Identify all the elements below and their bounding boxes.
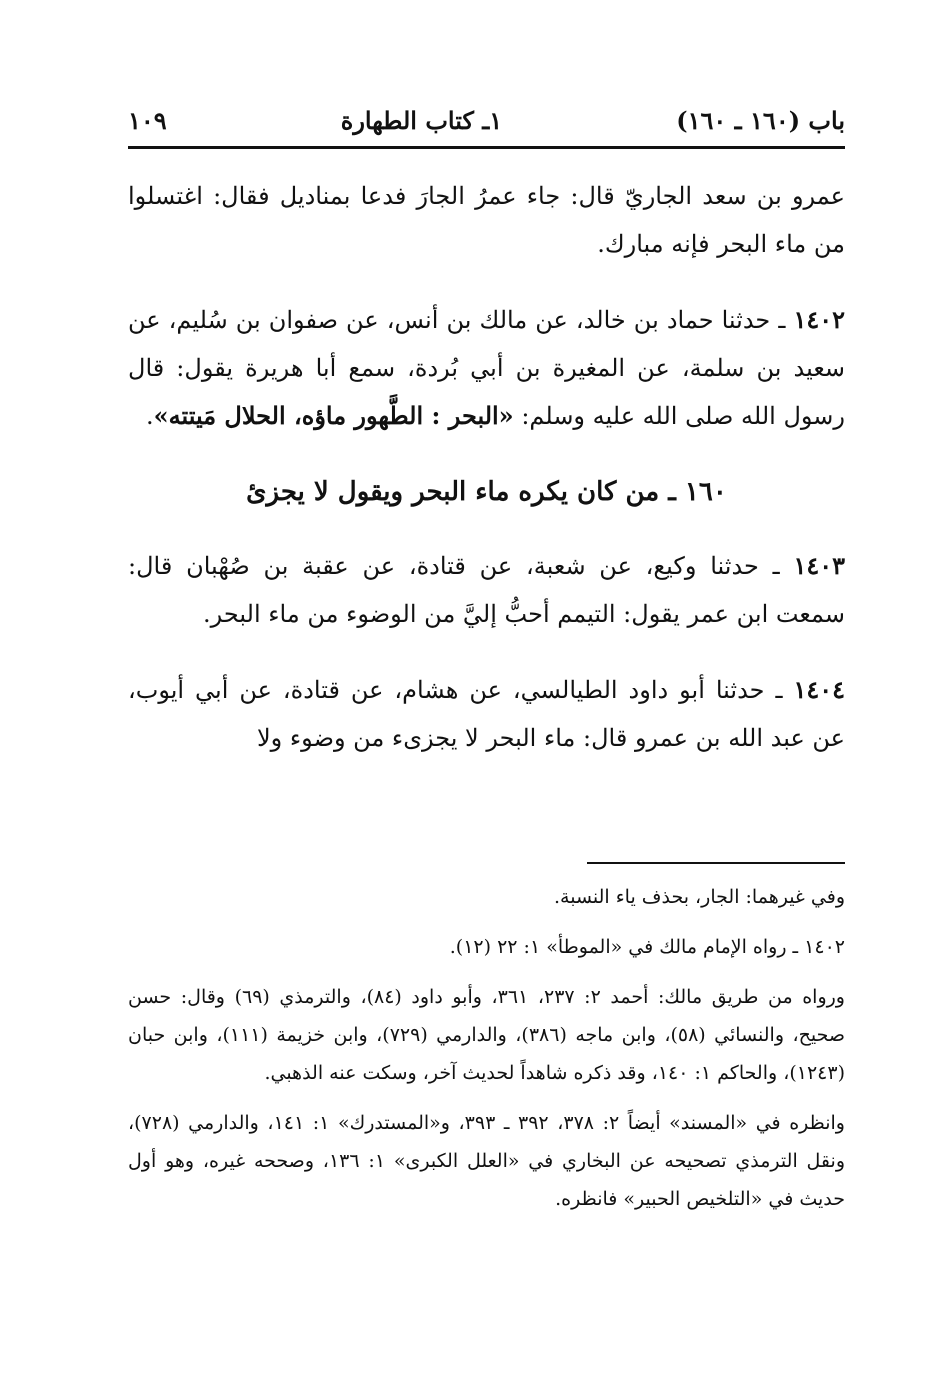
footnote: ١٤٠٢ ـ رواه الإمام مالك في «الموطأ» ١: ٢٢ (١٢). bbox=[449, 936, 845, 958]
paragraph-continuation: عمرو بن سعد الجاريّ قال: جاء عمرُ الجارَ فدعا بمناديل فقال: اغتسلوا من ماء البحر فإنه مبارك. bbox=[128, 182, 845, 258]
running-header bbox=[128, 98, 845, 142]
footnote-rule bbox=[587, 862, 845, 864]
hadith-number: ١٤٠٤ bbox=[793, 675, 845, 704]
footnote: ورواه من طريق مالك: أحمد ٢: ٢٣٧، ٣٦١، وأبو داود (٨٤)، والترمذي (٦٩) وقال: حسن صحيح، والنسائي (٥٨)، وابن ماجه (٣٨٦)، والدارمي (٧٢٩)، وابن خزيمة (١١١)، وابن حبان (١٢٤٣)، والحاكم ١: ١٤٠، وقد ذكره شاهداً لحديث آخر، وسكت عنه الذهبي. bbox=[128, 986, 845, 1084]
header-rule bbox=[128, 146, 845, 149]
hadith-end: . bbox=[145, 402, 154, 430]
page-number: ١٠٩ bbox=[128, 105, 167, 135]
hadith-1403 bbox=[128, 542, 845, 638]
hadith-1404 bbox=[128, 666, 845, 762]
hadith-number: ١٤٠٣ bbox=[793, 551, 845, 580]
footnote: وفي غيرهما: الجار، بحذف ياء النسبة. bbox=[553, 886, 845, 908]
chapter-range: باب (١٦٠ ـ ١٦٠) bbox=[676, 105, 845, 135]
footnotes bbox=[128, 878, 845, 1230]
chapter-heading: ١٦٠ ـ من كان يكره ماء البحر ويقول لا يجزئ bbox=[246, 477, 727, 507]
hadith-text: ـ حدثنا وكيع، عن شعبة، عن قتادة، عن عقبة بن صُهْبان قال: سمعت ابن عمر يقول: التيمم أحبُّ إليَّ من الوضوء من ماء البحر. bbox=[128, 552, 845, 628]
hadith-text: ـ حدثنا حماد بن خالد، عن مالك بن أنس، عن صفوان بن سُليم، عن سعيد بن سلمة، عن المغيرة بن أبي بُردة، سمع أبا هريرة يقول: قال رسول الله صلى الله عليه وسلم: bbox=[128, 306, 845, 430]
main-text bbox=[128, 172, 845, 790]
hadith-1402 bbox=[128, 296, 845, 440]
hadith-number: ١٤٠٢ bbox=[793, 305, 845, 334]
footnote: وانظره في «المسند» أيضاً ٢: ٣٧٨، ٣٩٢ ـ ٣٩٣، و«المستدرك» ١: ١٤١، والدارمي (٧٢٨)، ونقل الترمذي تصحيحه عن البخاري في «العلل الكبرى» ١: ١٣٦، وصححه غيره، وهو أول حديث في «التلخيص الحبير» فانظره. bbox=[128, 1112, 846, 1210]
hadith-text: ـ حدثنا أبو داود الطيالسي، عن هشام، عن قتادة، عن أبي أيوب، عن عبد الله بن عمرو قال: ماء البحر لا يجزىء من وضوء ولا bbox=[128, 676, 845, 752]
book-title: ١ـ كتاب الطهارة bbox=[340, 105, 503, 135]
hadith-quote: «البحر : الطَّهور ماؤه، الحلال مَيتته» bbox=[153, 401, 514, 430]
